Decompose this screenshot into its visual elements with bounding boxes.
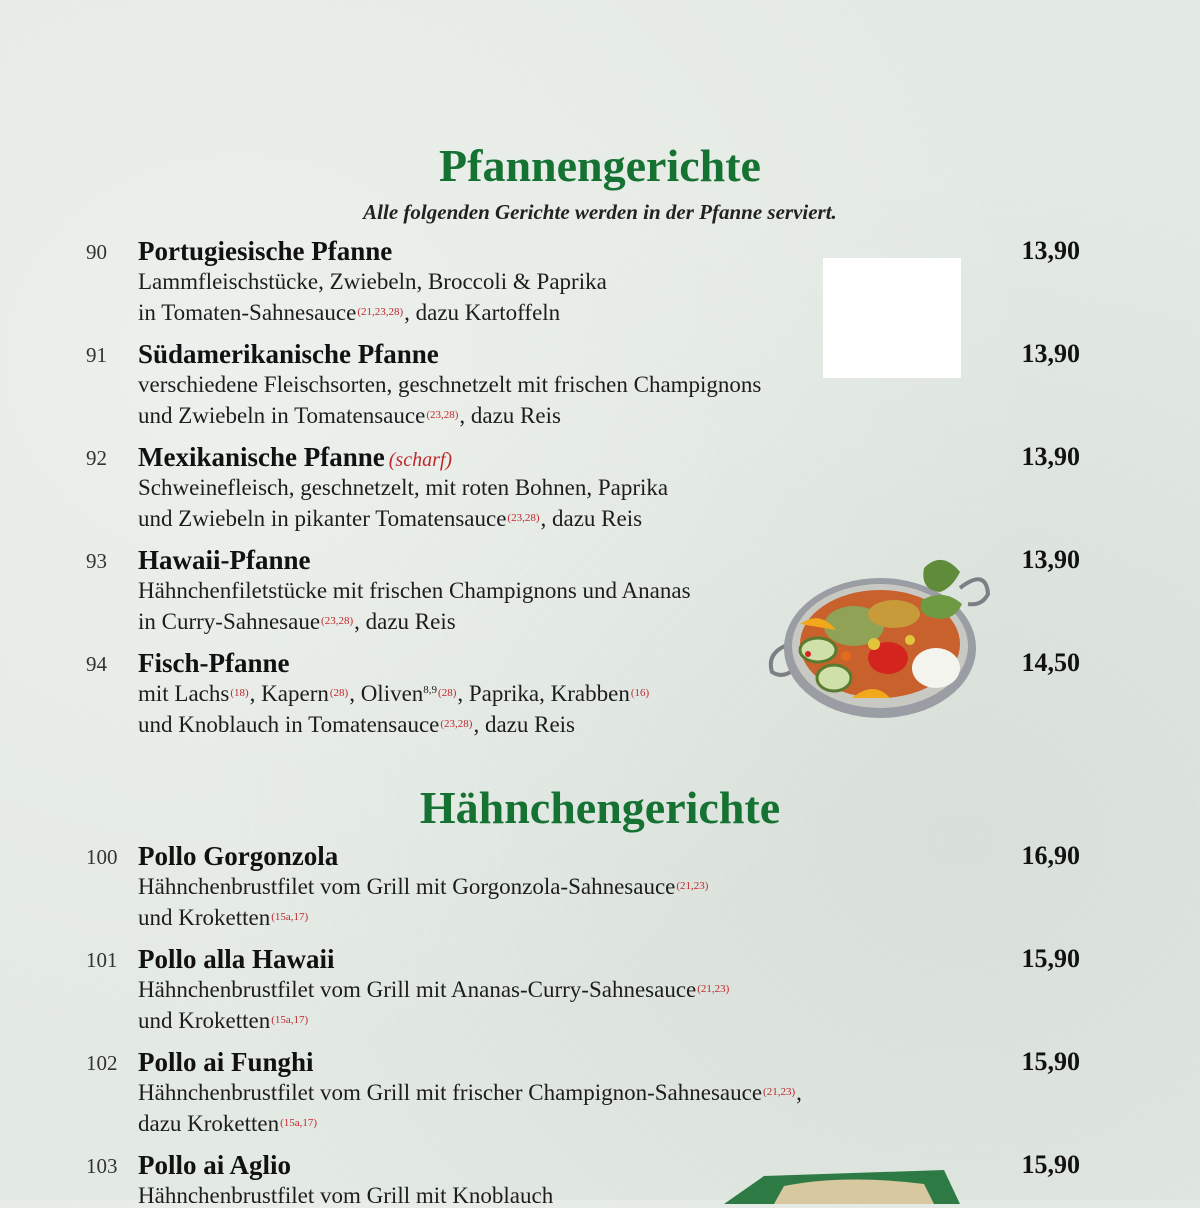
chicken-dish-photo	[724, 1164, 962, 1204]
item-name: Mexikanische Pfanne (scharf)	[138, 442, 453, 472]
allergen-codes: (15a,17)	[271, 911, 309, 923]
allergen-codes: (21,23)	[697, 983, 730, 995]
item-price: 15,90	[1021, 1047, 1080, 1076]
item-description-line2: in Curry-Sahnesaue$^{(23,28)}$, dazu Reis	[138, 609, 456, 634]
item-description-line1: Hähnchenbrustfilet vom Grill mit Ananas-Curry-Sahnesauce$^{(21,23)}$	[138, 977, 730, 1002]
item-number: 100	[86, 845, 118, 869]
allergen-codes: (28)	[329, 687, 349, 699]
item-description-line1: Hähnchenfiletstücke mit frischen Champignons und Ananas	[138, 578, 691, 603]
item-description-line2: in Tomaten-Sahnesauce$^{(21,23,28)}$, dazu Kartoffeln	[138, 300, 561, 325]
item-name: Pollo alla Hawaii	[138, 944, 335, 974]
item-name: Portugiesische Pfanne	[138, 236, 393, 266]
item-description-line1: mit Lachs$^{(18)}$, Kapern$^{(28)}$, Oliven$^{8,9(28)}$, Paprika, Krabben$^{(16)}$	[138, 681, 650, 706]
item-name: Fisch-Pfanne	[138, 648, 290, 678]
item-number: 101	[86, 948, 118, 972]
item-description-line1: Schweinefleisch, geschnetzelt, mit roten Bohnen, Paprika	[138, 475, 669, 500]
item-name: Pollo ai Aglio	[138, 1150, 292, 1180]
item-number: 93	[86, 549, 107, 573]
allergen-codes: (15a,17)	[271, 1014, 309, 1026]
allergen-codes: (28)	[438, 687, 457, 699]
spicy-note: (scharf)	[388, 449, 453, 471]
allergen-codes: (21,23)	[676, 880, 709, 892]
allergen-codes: (21,23)	[763, 1086, 796, 1098]
item-description-line2: und Knoblauch in Tomatensauce$^{(23,28)}$, dazu Reis	[138, 712, 575, 737]
item-description-line2: dazu Kroketten$^{(15a,17)}$	[138, 1111, 318, 1136]
item-price: 15,90	[1021, 944, 1080, 973]
item-number: 92	[86, 446, 107, 470]
allergen-codes: (23,28)	[321, 615, 354, 627]
section-title-pfannengerichte: Pfannengerichte	[439, 140, 761, 191]
allergen-codes: (23,28)	[440, 718, 473, 730]
additive-codes: 8,9	[423, 684, 438, 696]
item-name: Hawaii-Pfanne	[138, 545, 311, 575]
item-price: 13,90	[1021, 442, 1080, 471]
item-description-line1: Hähnchenbrustfilet vom Grill mit frischer Champignon-Sahnesauce$^{(21,23)}$,	[138, 1080, 802, 1105]
item-price: 13,90	[1021, 545, 1080, 574]
allergen-codes: (23,28)	[507, 512, 540, 524]
item-price: 13,90	[1021, 236, 1080, 265]
item-number: 90	[86, 240, 107, 264]
section-title-haehnchengerichte: Hähnchengerichte	[419, 782, 781, 833]
item-description-line1: verschiedene Fleischsorten, geschnetzelt mit frischen Champignons	[138, 372, 762, 397]
blank-image-placeholder	[823, 258, 961, 378]
allergen-codes: (18)	[230, 687, 249, 699]
item-description-line2: und Kroketten$^{(15a,17)}$	[138, 1008, 309, 1033]
item-description-line1: Lammfleischstücke, Zwiebeln, Broccoli & Paprika	[138, 269, 607, 294]
item-number: 103	[86, 1154, 118, 1178]
item-price: 13,90	[1021, 339, 1080, 368]
item-description-line1: Hähnchenbrustfilet vom Grill mit Gorgonzola-Sahnesauce$^{(21,23)}$	[138, 874, 709, 899]
allergen-codes: (16)	[630, 687, 650, 699]
pan-dish-photo	[764, 548, 992, 720]
item-number: 102	[86, 1051, 118, 1075]
item-number: 94	[86, 652, 107, 676]
item-number: 91	[86, 343, 107, 367]
item-price: 15,90	[1021, 1150, 1080, 1179]
item-name: Pollo Gorgonzola	[138, 841, 339, 871]
section-subtitle: Alle folgenden Gerichte werden in der Pfanne serviert.	[363, 200, 837, 224]
allergen-codes: (23,28)	[426, 409, 459, 421]
item-description-line2: und Zwiebeln in Tomatensauce$^{(23,28)}$, dazu Reis	[138, 403, 561, 428]
item-name: Südamerikanische Pfanne	[138, 339, 439, 369]
item-description-line2: und Kroketten$^{(15a,17)}$	[138, 905, 309, 930]
item-description-line1: Hähnchenbrustfilet vom Grill mit Knoblauch	[138, 1183, 554, 1208]
allergen-codes: (21,23,28)	[357, 306, 404, 318]
allergen-codes: (15a,17)	[280, 1117, 318, 1129]
item-price: 14,50	[1021, 648, 1080, 677]
item-price: 16,90	[1021, 841, 1080, 870]
item-description-line2: und Zwiebeln in pikanter Tomatensauce$^{(23,28)}$, dazu Reis	[138, 506, 643, 531]
item-name: Pollo ai Funghi	[138, 1047, 314, 1077]
